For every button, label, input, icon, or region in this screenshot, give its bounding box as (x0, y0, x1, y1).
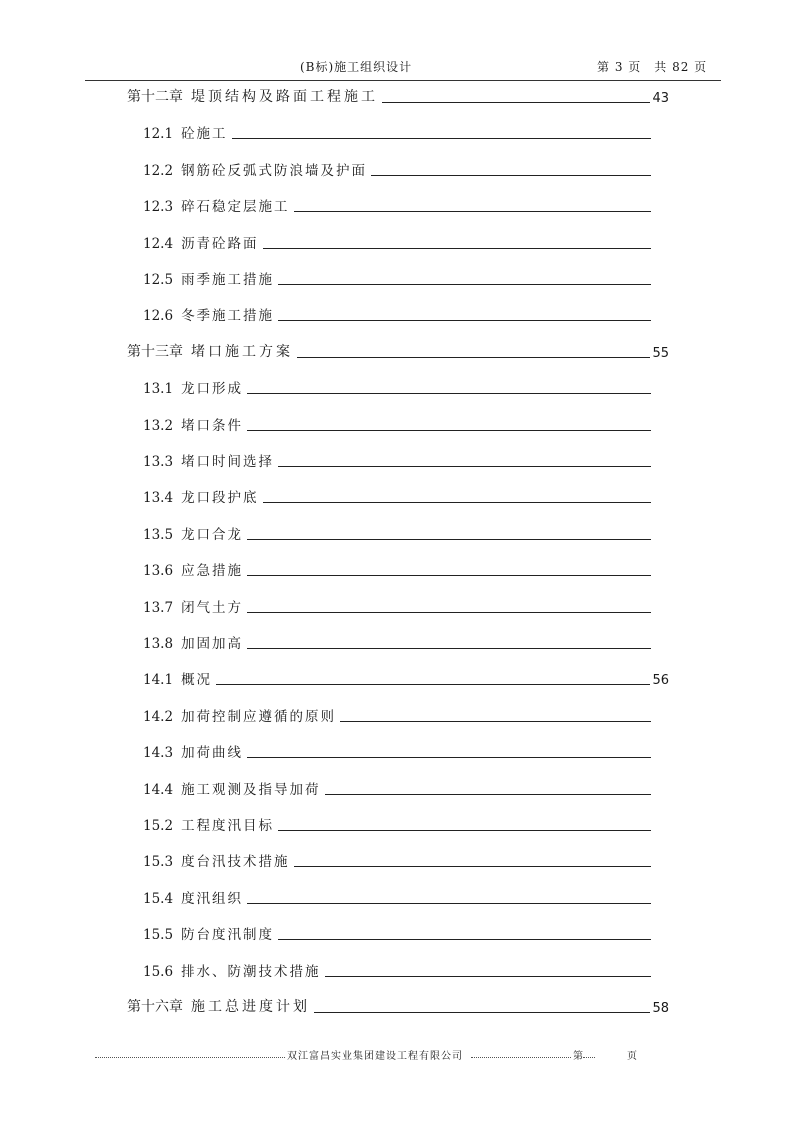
toc-entry-title: 沥青砼路面 (181, 235, 259, 252)
toc-section-entry[interactable] (143, 666, 669, 688)
toc-leader-line (294, 210, 651, 212)
toc-section-entry[interactable] (143, 812, 669, 834)
toc-entry-title: 砼施工 (181, 126, 228, 143)
toc-entry-title: 龙口形成 (181, 381, 244, 398)
toc-section-entry[interactable] (143, 885, 669, 907)
toc-leader-line (247, 574, 651, 576)
toc-entry-title: 闭气土方 (181, 599, 244, 616)
toc-entry-number: 12.3 (143, 199, 174, 216)
toc-leader-line (297, 356, 650, 358)
toc-entry-number: 14.3 (143, 745, 174, 762)
toc-section-entry[interactable] (143, 848, 669, 870)
toc-leader-line (278, 283, 651, 285)
toc-section-entry[interactable] (143, 630, 669, 652)
toc-entry-number: 14.4 (143, 781, 174, 798)
toc-entry-number: 12.5 (143, 272, 174, 288)
toc-entry-title: 施工总进度计划 (191, 999, 310, 1015)
toc-entry-title: 防台度汛制度 (181, 927, 275, 944)
toc-entry-title: 堵口时间选择 (181, 454, 275, 470)
toc-leader-line (247, 902, 651, 904)
toc-entry-title: 应急措施 (181, 563, 244, 580)
toc-entry-page: 58 (652, 1001, 669, 1016)
toc-leader-line (247, 647, 651, 649)
toc-entry-title: 加荷控制应遵循的原则 (181, 708, 337, 725)
toc-entry-number: 12.4 (143, 235, 174, 252)
toc-entry-number: 13.2 (143, 417, 174, 434)
toc-chapter-entry[interactable] (127, 994, 669, 1016)
footer-leader-right (471, 1056, 571, 1058)
toc-entry-number: 15.2 (143, 818, 174, 834)
toc-leader-line (278, 465, 651, 467)
toc-section-entry[interactable] (143, 557, 669, 579)
toc-leader-line (382, 101, 650, 103)
toc-leader-line (263, 247, 651, 249)
toc-section-entry[interactable] (143, 739, 669, 761)
toc-section-entry[interactable] (143, 120, 669, 142)
toc-section-entry[interactable] (143, 776, 669, 798)
toc-entry-title: 施工观测及指导加荷 (181, 781, 321, 798)
toc-entry-title: 加荷曲线 (181, 745, 244, 762)
toc-section-entry[interactable] (143, 484, 669, 506)
toc-leader-line (263, 501, 651, 503)
toc-leader-line (340, 720, 651, 722)
toc-entry-number: 第十二章 (127, 89, 183, 105)
toc-leader-line (247, 429, 651, 431)
toc-section-entry[interactable] (143, 230, 669, 252)
toc-section-entry[interactable] (143, 921, 669, 943)
toc-entry-number: 14.1 (143, 672, 174, 689)
toc-section-entry[interactable] (143, 448, 669, 470)
footer-page-prefix: 第 (573, 1051, 583, 1062)
toc-section-entry[interactable] (143, 193, 669, 215)
toc-entry-number: 15.3 (143, 854, 174, 871)
toc-section-entry[interactable] (143, 703, 669, 725)
footer-page-suffix: 页 (627, 1051, 637, 1062)
toc-section-entry[interactable] (143, 521, 669, 543)
toc-section-entry[interactable] (143, 958, 669, 980)
toc-leader-line (278, 829, 651, 831)
toc-section-entry[interactable] (143, 594, 669, 616)
toc-entry-number: 14.2 (143, 708, 174, 725)
toc-entry-title: 钢筋砼反弧式防浪墙及护面 (181, 162, 368, 179)
toc-leader-line (325, 793, 651, 795)
footer-leader-left (95, 1056, 285, 1058)
toc-entry-title: 排水、防潮技术措施 (181, 963, 321, 980)
page-counter: 第 3 页 共 82 页 (597, 60, 708, 74)
toc-entry-number: 13.7 (143, 599, 174, 616)
toc-leader-line (294, 865, 651, 867)
toc-entry-number: 13.4 (143, 490, 174, 507)
toc-entry-title: 堤顶结构及路面工程施工 (191, 89, 378, 105)
toc-entry-number: 12.6 (143, 308, 174, 325)
toc-leader-line (216, 683, 650, 685)
toc-entry-title: 碎石稳定层施工 (181, 199, 290, 216)
toc-entry-title: 度台汛技术措施 (181, 854, 290, 871)
toc-entry-title: 概况 (181, 672, 213, 689)
toc-leader-line (247, 538, 651, 540)
toc-entry-title: 龙口合龙 (181, 526, 244, 543)
toc-entry-title: 工程度汛目标 (181, 818, 275, 834)
toc-chapter-entry[interactable] (127, 339, 669, 361)
toc-entry-title: 加固加高 (181, 636, 244, 652)
toc-section-entry[interactable] (143, 302, 669, 324)
toc-entry-number: 15.5 (143, 927, 174, 944)
toc-entry-number: 13.1 (143, 381, 174, 398)
toc-entry-title: 雨季施工措施 (181, 272, 275, 288)
toc-section-entry[interactable] (143, 157, 669, 179)
toc-entry-page: 55 (652, 345, 669, 361)
toc-leader-line (278, 319, 651, 321)
footer-company: 双江富昌实业集团建设工程有限公司 (287, 1051, 463, 1062)
toc-entry-number: 13.8 (143, 636, 174, 652)
document-title: (B标)施工组织设计 (300, 60, 413, 74)
page-footer (95, 1046, 675, 1062)
toc-entry-title: 堵口条件 (181, 417, 244, 434)
toc-chapter-entry[interactable] (127, 84, 669, 106)
toc-leader-line (247, 392, 651, 394)
toc-section-entry[interactable] (143, 375, 669, 397)
toc-leader-line (232, 137, 651, 139)
toc-leader-line (247, 756, 651, 758)
toc-leader-line (314, 1011, 650, 1013)
toc-entry-number: 13.6 (143, 563, 174, 580)
toc-entry-title: 龙口段护底 (181, 490, 259, 507)
toc-entry-number: 第十三章 (127, 343, 183, 360)
toc-entry-page: 56 (652, 673, 669, 689)
toc-section-entry[interactable] (143, 412, 669, 434)
toc-leader-line (278, 938, 651, 940)
toc-entry-number: 第十六章 (127, 999, 183, 1015)
toc-entry-number: 15.4 (143, 890, 174, 907)
toc-leader-line (325, 975, 651, 977)
toc-leader-line (247, 611, 651, 613)
toc-section-entry[interactable] (143, 266, 669, 288)
footer-page-blank (583, 1056, 595, 1058)
toc-entry-title: 度汛组织 (181, 890, 244, 907)
toc-entry-title: 冬季施工措施 (181, 308, 275, 325)
toc-entry-title: 堵口施工方案 (191, 343, 293, 360)
toc-entry-number: 15.6 (143, 963, 174, 980)
toc-entry-number: 13.3 (143, 454, 174, 470)
toc-leader-line (371, 174, 651, 176)
toc-entry-number: 12.1 (143, 126, 174, 143)
toc-entry-number: 13.5 (143, 526, 174, 543)
toc-entry-number: 12.2 (143, 162, 174, 179)
toc-entry-page: 43 (652, 91, 669, 106)
